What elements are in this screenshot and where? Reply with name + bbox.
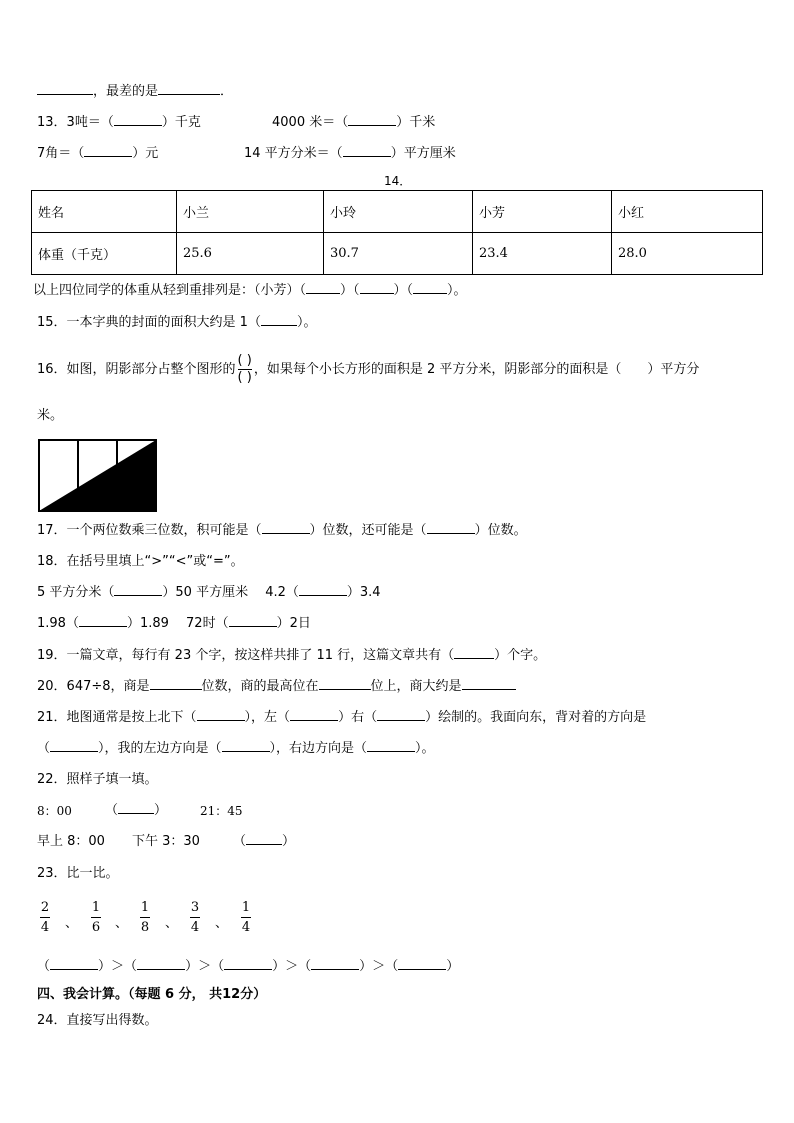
answer-blank[interactable]	[118, 801, 154, 814]
answer-blank[interactable]	[224, 957, 272, 970]
q14-sentence: 以上四位同学的体重从轻到重排列是：（小芳）（ ）（ ）（ ）。	[33, 283, 467, 298]
blank[interactable]	[158, 82, 220, 95]
answer-blank[interactable]	[319, 677, 371, 690]
q15: 15．一本字典的封面的面积大约是 1（ ）。	[37, 315, 317, 330]
table-cell: 小红	[612, 191, 763, 233]
answer-blank[interactable]	[343, 144, 391, 157]
fraction: 2 4	[40, 900, 50, 935]
answer-blank[interactable]	[50, 739, 98, 752]
table-cell: 25.6	[177, 233, 324, 275]
table-cell: 小兰	[177, 191, 324, 233]
q18-line2: 1.98（ ）1.89 72时（ ）2日	[37, 616, 311, 631]
answer-blank[interactable]	[222, 739, 270, 752]
table-cell: 23.4	[473, 233, 612, 275]
answer-blank[interactable]	[79, 614, 127, 627]
table-header-row	[32, 191, 763, 233]
answer-blank[interactable]	[150, 677, 202, 690]
answer-blank[interactable]	[261, 313, 297, 326]
q22-line2-time: 下午 3：30	[132, 834, 200, 849]
q23-order: （ ）＞（ ）＞（ ）＞（ ）＞（ ）	[37, 959, 460, 974]
answer-blank[interactable]	[197, 708, 245, 721]
table-cell: 体重（千克）	[32, 233, 177, 275]
q21-line1: 21．地图通常是按上北下（ ），左（ ）右（ ）绘制的。我面向东，背对着的方向是	[37, 710, 647, 725]
answer-blank[interactable]	[229, 614, 277, 627]
answer-blank[interactable]	[84, 144, 132, 157]
table-cell: 30.7	[324, 233, 473, 275]
q13-line2b: 14 平方分米＝（ ）平方厘米	[244, 146, 456, 161]
answer-blank[interactable]	[50, 957, 98, 970]
q12-tail: ，最差的是 ．	[37, 82, 233, 102]
q13-line1b: 4000 米＝（ ）千米	[272, 115, 436, 130]
answer-blank[interactable]	[299, 583, 347, 596]
q13-line2: 7角＝（ ）元	[37, 146, 159, 161]
fraction: $\frac{( )}{( )}$	[237, 353, 252, 385]
q22-title: 22．照样子填一填。	[37, 772, 158, 787]
answer-blank[interactable]	[306, 281, 340, 294]
q16-line1: 16．如图，阴影部分占整个图形的 $\frac{( )}{( )}$ ，如果每个小长方形的面积是 2 平方分米，阴影部分的面积是（ ）平方分	[37, 353, 700, 385]
q24-title: 24．直接写出得数。	[37, 1013, 158, 1028]
blank[interactable]	[37, 82, 93, 95]
q22-line2-blank: （ ）	[233, 834, 296, 849]
answer-blank[interactable]	[348, 113, 396, 126]
weight-table	[31, 190, 763, 275]
answer-blank[interactable]	[290, 708, 338, 721]
shaded-rectangle-figure	[38, 439, 158, 513]
table-cell: 姓名	[32, 191, 177, 233]
answer-blank[interactable]	[427, 521, 475, 534]
q18-title: 18．在括号里填上“>”“<”或“=”。	[37, 554, 244, 569]
answer-blank[interactable]	[413, 281, 447, 294]
fraction: 1 4	[241, 900, 251, 935]
answer-blank[interactable]	[360, 281, 394, 294]
q23-title: 23．比一比。	[37, 866, 119, 881]
answer-blank[interactable]	[137, 957, 185, 970]
table-cell: 28.0	[612, 233, 763, 275]
answer-blank[interactable]	[262, 521, 310, 534]
answer-blank[interactable]	[377, 708, 425, 721]
q18-line1: 5 平方分米（ ）50 平方厘米 4.2（ ）3.4	[37, 585, 381, 600]
answer-blank[interactable]	[114, 113, 162, 126]
q20: 20．647÷8，商是 位数，商的最高位在 位上，商大约是	[37, 677, 516, 697]
q19: 19．一篇文章，每行有 23 个字，按这样共排了 11 行，这篇文章共有（ ）个字。	[37, 648, 547, 663]
q13-line1: 13．3吨＝（ ）千克	[37, 115, 201, 130]
section-title: 四、我会计算。（每题 6 分， 共12分）	[37, 987, 267, 1002]
answer-blank[interactable]	[114, 583, 162, 596]
table-row	[32, 233, 763, 275]
table-cell: 小玲	[324, 191, 473, 233]
fraction: 1 8	[140, 900, 150, 935]
q16-line2: 米。	[37, 408, 64, 423]
answer-blank[interactable]	[311, 957, 359, 970]
q22-line1: 8：00	[37, 804, 72, 818]
fraction: 3 4	[190, 900, 200, 935]
q22-line1-blank: （ ）	[105, 803, 168, 818]
q22-line1-time: 21：45	[200, 804, 243, 818]
answer-blank[interactable]	[398, 957, 446, 970]
q17: 17．一个两位数乘三位数，积可能是（ ）位数，还可能是（ ）位数。	[37, 523, 527, 538]
q14-number: 14．	[384, 174, 412, 188]
answer-blank[interactable]	[462, 677, 516, 690]
q22-line2: 早上 8：00	[37, 834, 105, 849]
answer-blank[interactable]	[454, 646, 494, 659]
answer-blank[interactable]	[367, 739, 415, 752]
fraction: 1 6	[91, 900, 101, 935]
table-cell: 小芳	[473, 191, 612, 233]
q21-line2: （ ），我的左边方向是（ ），右边方向是（ ）。	[37, 741, 435, 756]
answer-blank[interactable]	[246, 832, 282, 845]
